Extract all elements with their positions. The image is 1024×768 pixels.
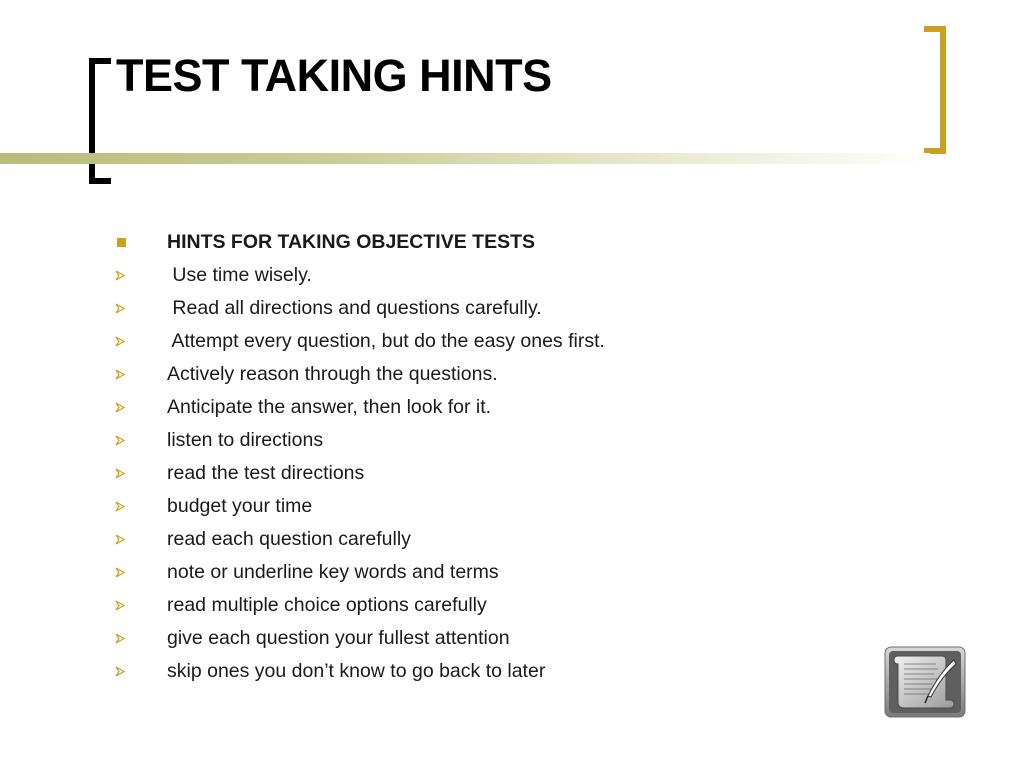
- list-item: [0, 259, 860, 292]
- square-bullet-icon: [117, 238, 126, 247]
- list-item-text: read multiple choice options carefully: [167, 594, 487, 616]
- slide-title: TEST TAKING HINTS: [116, 50, 552, 101]
- list-item-text: Actively reason through the questions.: [167, 363, 498, 385]
- list-item: [0, 556, 860, 589]
- list-item: [0, 424, 860, 457]
- list-item-text: skip ones you don’t know to go back to later: [167, 660, 546, 682]
- list-item: [0, 622, 860, 655]
- list-item-text: Anticipate the answer, then look for it.: [167, 396, 492, 418]
- arrow-bullet-icon: [115, 435, 126, 446]
- title-underline-rule: [0, 153, 930, 164]
- bullet-heading-text: HINTS FOR TAKING OBJECTIVE TESTS: [167, 231, 535, 253]
- arrow-bullet-icon: [115, 270, 126, 281]
- left-bracket-decoration: [89, 58, 111, 184]
- list-item-text: read each question carefully: [167, 528, 411, 550]
- arrow-bullet-icon: [115, 402, 126, 413]
- arrow-bullet-icon: [115, 567, 126, 578]
- list-item: [0, 292, 860, 325]
- list-item: [0, 391, 860, 424]
- arrow-bullet-icon: [115, 666, 126, 677]
- arrow-bullet-icon: [115, 501, 126, 512]
- list-item-text: listen to directions: [167, 429, 324, 451]
- arrow-bullet-icon: [115, 468, 126, 479]
- list-item-text: Read all directions and questions carefully.: [167, 297, 542, 319]
- arrow-bullet-icon: [115, 303, 126, 314]
- list-item-text: give each question your fullest attention: [167, 627, 510, 649]
- arrow-bullet-icon: [115, 633, 126, 644]
- list-item: [0, 655, 860, 688]
- arrow-bullet-icon: [115, 369, 126, 380]
- bullet-heading: [0, 226, 860, 259]
- list-item: [0, 490, 860, 523]
- list-item-text: budget your time: [167, 495, 313, 517]
- list-item: [0, 325, 860, 358]
- list-item: [0, 523, 860, 556]
- list-item-text: note or underline key words and terms: [167, 561, 499, 583]
- list-item: [0, 457, 860, 490]
- right-bracket-decoration: [924, 26, 946, 154]
- bullet-list: [0, 226, 860, 688]
- scroll-quill-icon: [884, 646, 966, 718]
- list-item-text: Use time wisely.: [167, 264, 312, 286]
- list-item: [0, 358, 860, 391]
- list-item-text: read the test directions: [167, 462, 365, 484]
- arrow-bullet-icon: [115, 534, 126, 545]
- list-item-text: Attempt every question, but do the easy ones first.: [167, 330, 605, 352]
- arrow-bullet-icon: [115, 336, 126, 347]
- arrow-bullet-icon: [115, 600, 126, 611]
- list-item: [0, 589, 860, 622]
